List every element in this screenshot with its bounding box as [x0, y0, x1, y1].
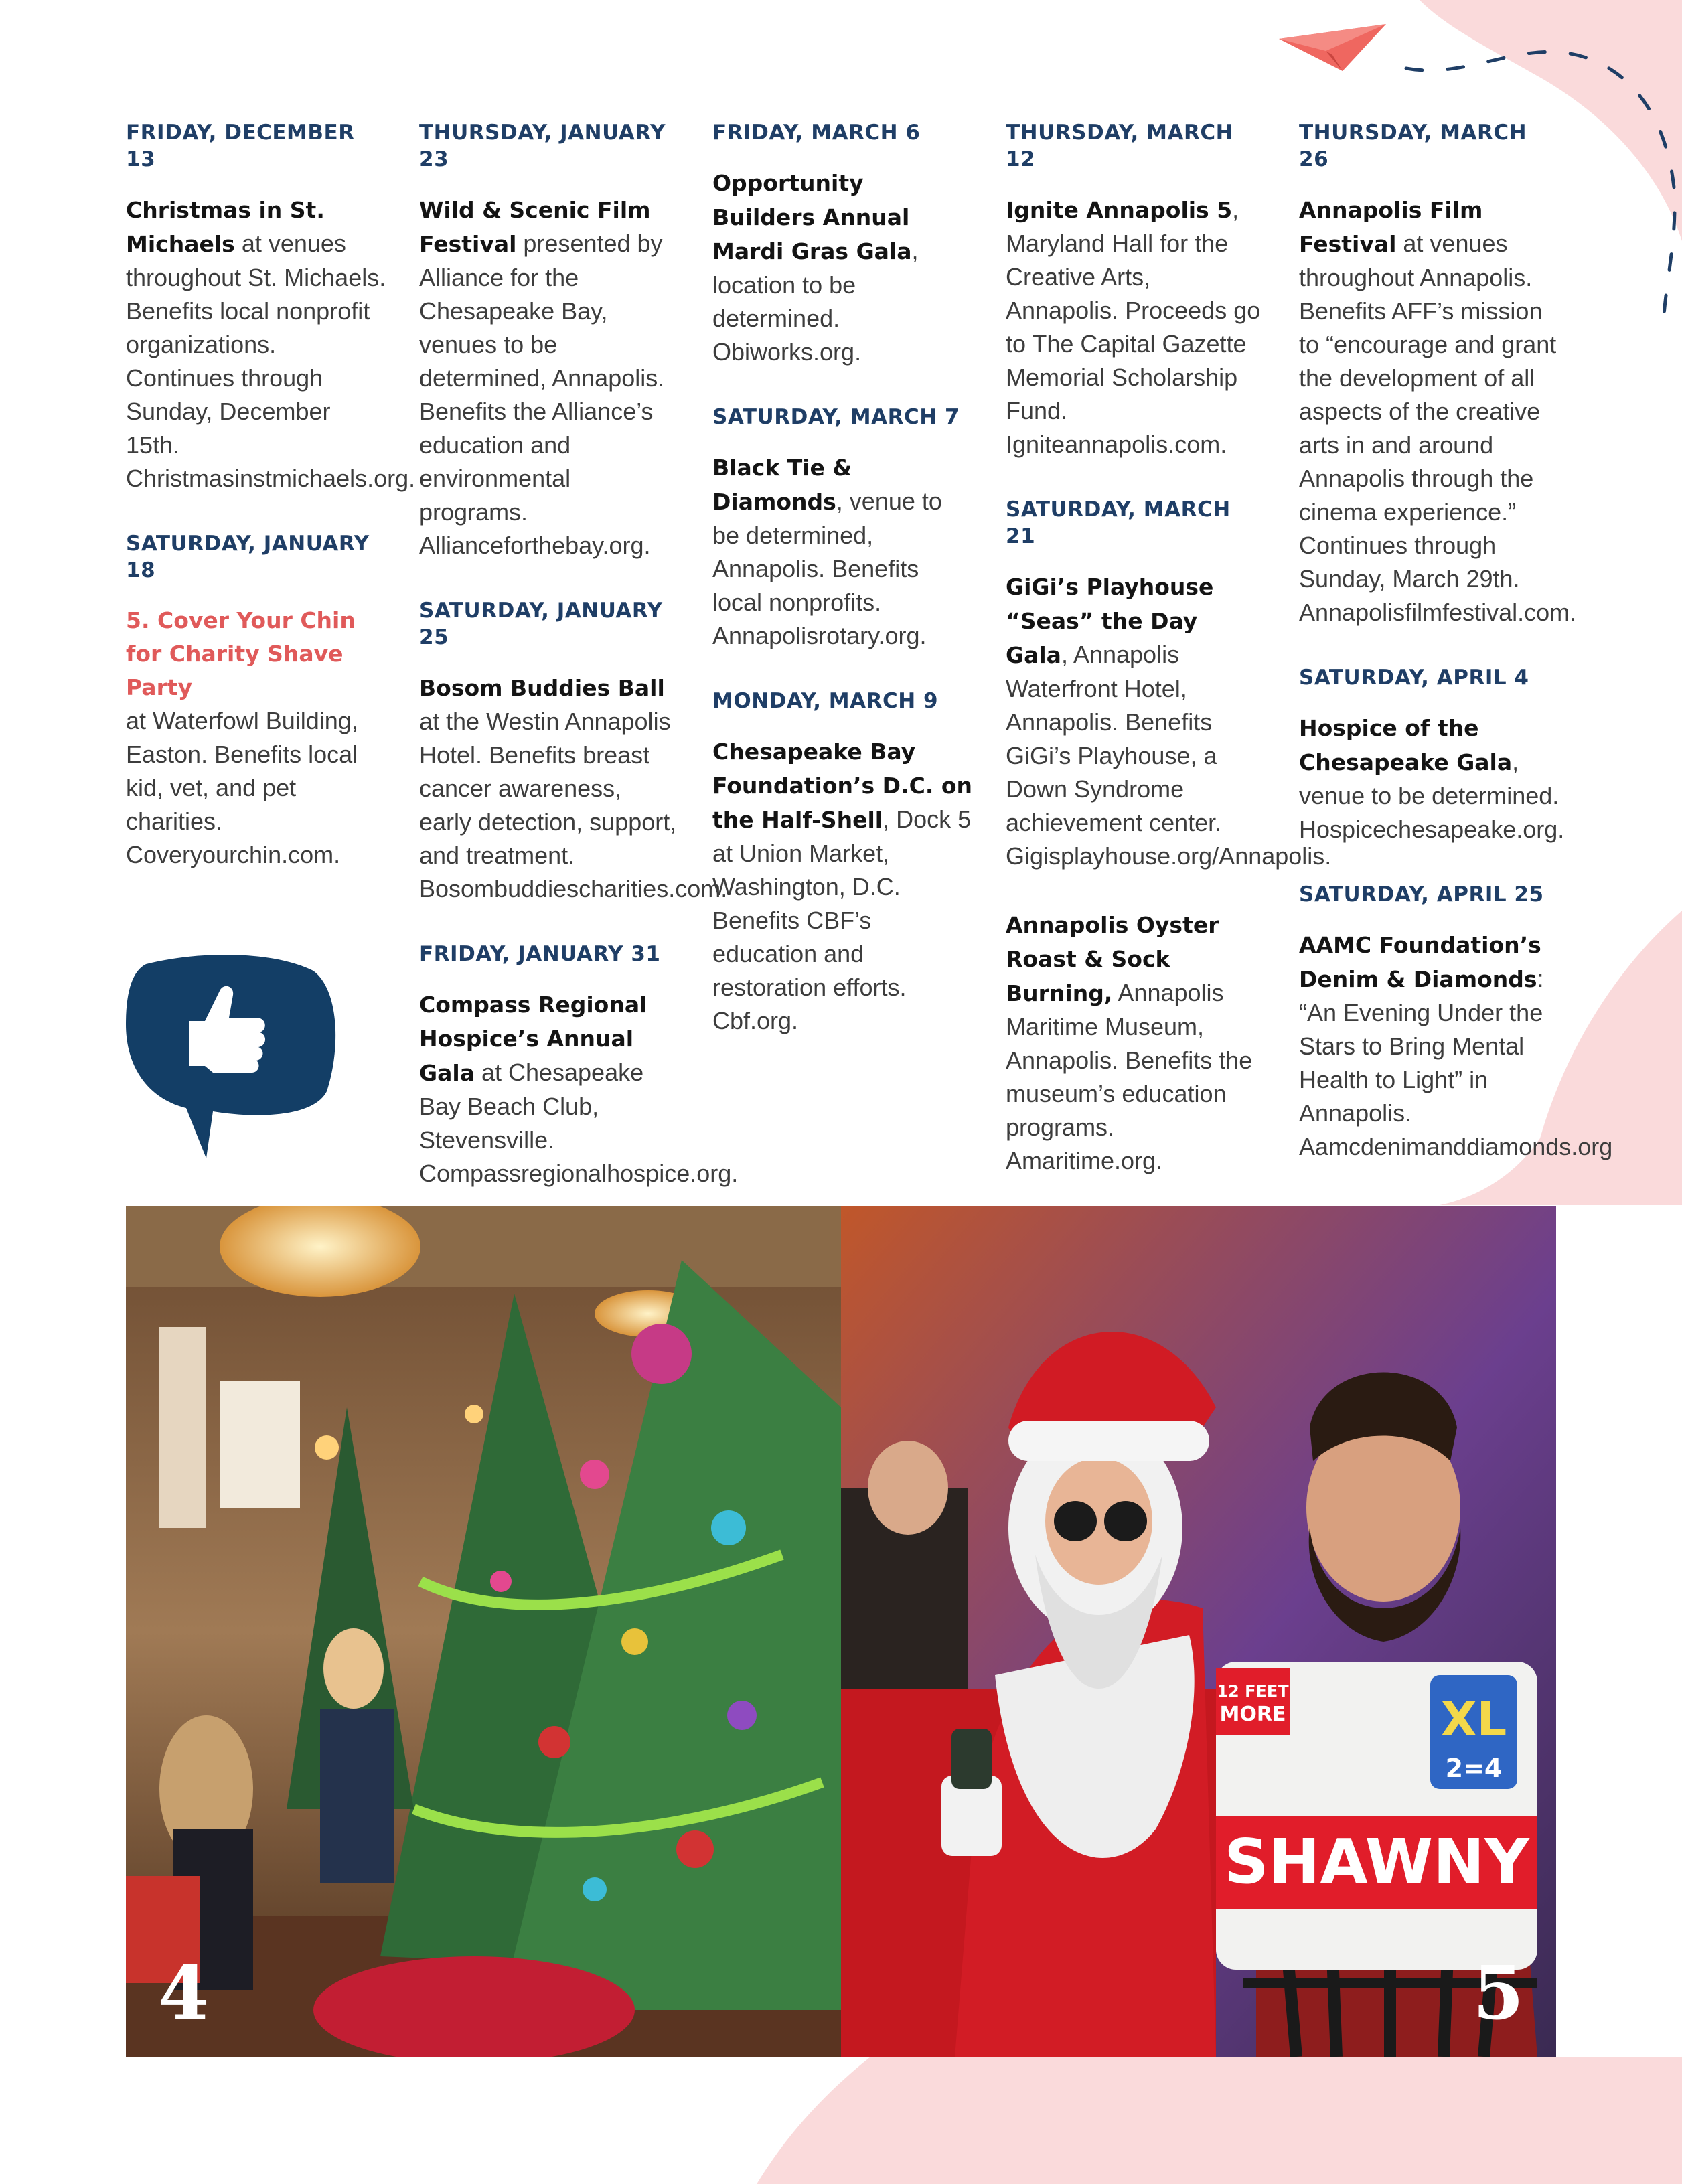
event-section	[1299, 664, 1565, 846]
event-description: at the Westin Annapolis Hotel. Benefits breast cancer awareness, early detection, support, and treatment. Bosombuddiescharities.com.	[419, 708, 728, 903]
event-calendar	[126, 119, 1613, 1187]
photo-santa-and-man	[841, 1206, 1556, 2057]
photo-christmas-trees	[126, 1206, 841, 2057]
event-entry	[1299, 193, 1577, 629]
event-title: Wild & Scenic Film Festival	[419, 197, 651, 257]
paper-plane-icon	[1279, 24, 1393, 78]
event-section	[1006, 119, 1267, 461]
event-entry	[1299, 928, 1613, 1164]
event-description: at venues throughout St. Michaels. Benefits local nonprofit organizations. Continues through Sunday, December 15th. Christmasinstmichaels.org.	[126, 230, 416, 492]
towel-badge-sub: 2=4	[1445, 1753, 1503, 1783]
event-title: GiGi’s Playhouse “Seas” the Day Gala	[1006, 574, 1214, 668]
event-entry	[126, 604, 387, 872]
event-entry	[419, 671, 728, 906]
event-title: Opportunity Builders Annual Mardi Gras Gala	[712, 170, 912, 264]
event-title: 5. Cover Your Chin for Charity Shave Party	[126, 607, 356, 700]
event-description: at venues throughout Annapolis. Benefits AFF’s mission to “encourage and grant the development of all aspects of the creative arts in and around Annapolis through the cinema experience.” Continues through Sunday, March 29th. Annapolisfilmfestival.com.	[1299, 230, 1577, 626]
photo-strip	[126, 1206, 1556, 2057]
event-description: presented by Alliance for the Chesapeake Bay, venues to be determined, Annapolis. Benefits the Alliance’s education and environmental programs. Allianceforthebay.org.	[419, 230, 665, 559]
column-4	[1006, 119, 1332, 1213]
event-section	[419, 597, 728, 906]
event-date: SATURDAY, APRIL 4	[1299, 666, 1529, 690]
event-description: : “An Evening Under the Stars to Bring Mental Health to Light” in Annapolis. Aamcdenimanddiamonds.org	[1299, 965, 1613, 1160]
event-entry	[419, 193, 680, 562]
event-entry	[126, 193, 416, 495]
event-date: SATURDAY, APRIL 25	[1299, 882, 1544, 907]
event-title: Compass Regional Hospice’s Annual Gala	[419, 992, 647, 1086]
column-5	[1299, 119, 1613, 1198]
event-description: Annapolis Maritime Museum, Annapolis. Benefits the museum’s education programs. Amaritime.org.	[1006, 979, 1253, 1174]
event-description: at Chesapeake Bay Beach Club, Stevensville. Compassregionalhospice.org.	[419, 1059, 739, 1187]
pink-shape-bottom	[757, 2057, 1682, 2184]
event-entry	[1006, 570, 1332, 873]
event-date: FRIDAY, DECEMBER 13	[126, 121, 355, 171]
event-section	[419, 119, 680, 562]
santa-illustration	[841, 1206, 1556, 2057]
event-section	[712, 119, 974, 369]
event-date: THURSDAY, JANUARY 23	[419, 121, 666, 171]
event-description: , venue to be determined. Hospicechesapeake.org.	[1299, 748, 1565, 843]
event-date: FRIDAY, JANUARY 31	[419, 942, 661, 966]
event-description: , Dock 5 at Union Market, Washington, D.C. Benefits CBF’s education and restoration efforts. Cbf.org.	[712, 805, 972, 1034]
event-section	[1299, 119, 1577, 629]
event-description: at Waterfowl Building, Easton. Benefits local kid, vet, and pet charities. Coveryourchin.com.	[126, 707, 358, 868]
event-title: Ignite Annapolis 5	[1006, 197, 1233, 223]
event-section	[126, 530, 387, 872]
event-date: SATURDAY, JANUARY 18	[126, 532, 370, 582]
event-section	[1299, 881, 1613, 1164]
event-section	[419, 941, 739, 1190]
towel-corner-line1: 12 FEET	[1217, 1682, 1289, 1701]
event-date: THURSDAY, MARCH 26	[1299, 121, 1527, 171]
event-section	[712, 688, 974, 1038]
event-description: , location to be determined. Obiworks.org.	[712, 237, 919, 366]
event-title: Christmas in St. Michaels	[126, 197, 325, 257]
event-date: THURSDAY, MARCH 12	[1006, 121, 1234, 171]
event-description: , Maryland Hall for the Creative Arts, Annapolis. Proceeds go to The Capital Gazette Memorial Scholarship Fund. Igniteannapolis.com.	[1006, 196, 1261, 458]
event-date: MONDAY, MARCH 9	[712, 689, 939, 713]
event-title: Annapolis Oyster Roast & Sock Burning,	[1006, 912, 1219, 1006]
event-entry	[712, 166, 974, 369]
event-description: , venue to be determined, Annapolis. Benefits local nonprofits. Annapolisrotary.org.	[712, 487, 942, 649]
christmas-trees-illustration	[126, 1206, 841, 2057]
event-date: SATURDAY, JANUARY 25	[419, 599, 663, 649]
event-section	[126, 119, 416, 495]
page-number-left: 4	[158, 1950, 210, 2036]
event-entry	[419, 988, 739, 1190]
towel-brand: SHAWNY	[1224, 1826, 1529, 1897]
event-title: Hospice of the Chesapeake Gala	[1299, 715, 1513, 775]
event-description: , Annapolis Waterfront Hotel, Annapolis. Benefits GiGi’s Playhouse, a Down Syndrome achievement center. Gigisplayhouse.org/Annapolis.	[1006, 641, 1332, 870]
event-title: Annapolis Film Festival	[1299, 197, 1483, 257]
event-section	[1006, 496, 1332, 1178]
towel-badge: XL	[1440, 1692, 1507, 1747]
event-date: SATURDAY, MARCH 21	[1006, 497, 1231, 548]
thumbs-up-icon	[119, 951, 340, 1158]
event-entry	[712, 734, 974, 1038]
event-date: FRIDAY, MARCH 6	[712, 121, 921, 145]
column-1	[126, 119, 416, 907]
event-section	[712, 404, 974, 653]
towel-corner-line2: MORE	[1219, 1703, 1286, 1726]
event-date: SATURDAY, MARCH 7	[712, 405, 960, 429]
event-title: Black Tie & Diamonds	[712, 455, 852, 515]
event-title: Bosom Buddies Ball	[419, 675, 665, 701]
event-entry	[712, 451, 974, 653]
page-number-right: 5	[1472, 1950, 1524, 2036]
column-3	[712, 119, 974, 1073]
event-entry	[1006, 908, 1267, 1178]
event-title: Chesapeake Bay Foundation’s D.C. on the Half-Shell	[712, 738, 973, 833]
column-2	[419, 119, 739, 1225]
event-title: AAMC Foundation’s Denim & Diamonds	[1299, 932, 1541, 992]
event-entry	[1006, 193, 1267, 461]
event-entry	[1299, 711, 1565, 846]
